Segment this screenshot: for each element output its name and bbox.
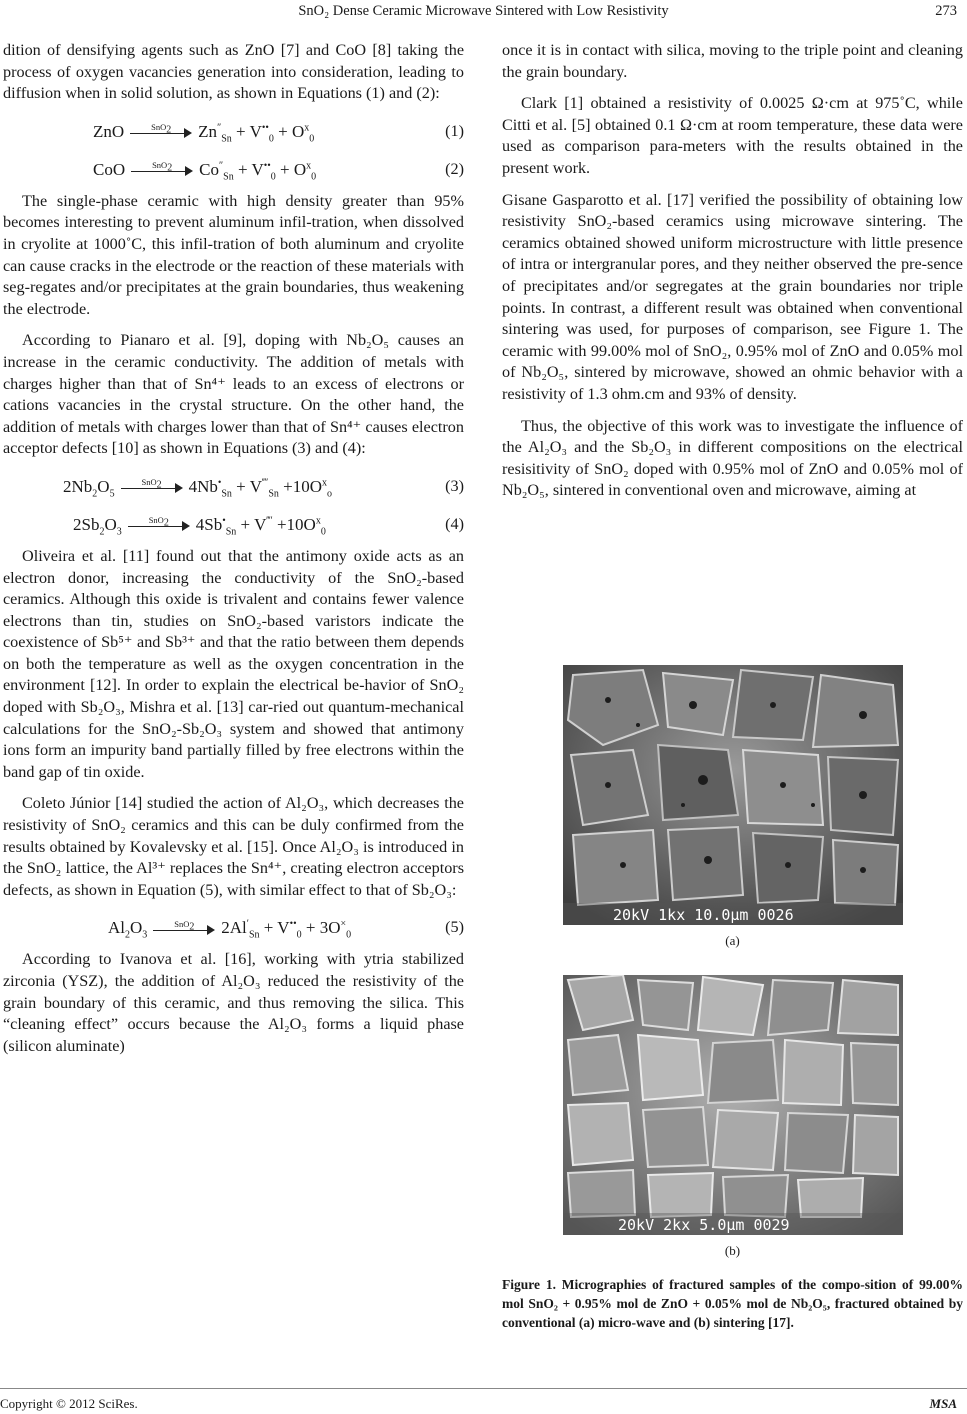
- running-title: SnO₂ Dense Ceramic Microwave Sintered with Low Resistivity: [298, 3, 669, 19]
- scale-bar-text: 20kV 1kx 10.0μm 0026: [613, 906, 794, 924]
- equation-number: (4): [445, 514, 464, 533]
- equation-number: (2): [445, 159, 464, 178]
- equation-number: (5): [445, 918, 464, 937]
- equation-1: [3, 115, 464, 145]
- page-number: 273: [935, 3, 957, 19]
- figure-caption: Figure 1. Micrographies of fractured samples of the compo-sition of 99.00% mol SnO₂ + 0.95% mol de ZnO + 0.05% mol de Nb₂O₅, fractured obtained by conventional (a) micro-wave and (b) sintering [17].: [502, 1277, 963, 1330]
- equation-body: $2Sb_2O_3$ SnO$_2$ $4Sb^•_{Sn} + V^{‴'} +10O^x_0$: [73, 514, 326, 538]
- footer-divider: [0, 1388, 967, 1389]
- left-column: [3, 40, 464, 1067]
- paragraph: Oliveira et al. [11] found out that the antimony oxide acts as an electron donor, increasing the conductivity of the SnO₂-based ceramics. Although this oxide is trivalent and contains fewer valence electrons than tin, studies on SnO₂-based varistors indicate the coexistence of Sb⁵⁺ and Sb³⁺ and that the ratio between them depends on both the temperature as well as the oxygen concentration in the environment [12]. In order to explain the electrical be-havior of SnO₂ doped with Sb₂O₃, Mishra et al. [13] car-ried out quantum-mechanical calculations for the SnO₂-Sb₂O₃ system and showed that antimony ions form an impurity band partially filled by free electrons within the band gap of tin oxide.: [3, 546, 464, 781]
- paragraph: Coleto Júnior [14] studied the action of Al₂O₃, which decreases the resistivity of SnO₂ ceramics and this can be duly confirmed from the results obtained by Kovalevsky et al. [15]. Once Al₂O₃ is introduced in the SnO₂ lattice, the Al³⁺ replaces the Sn⁴⁺, creating electron acceptors defects, as shown in Equation (5), with similar effect to that of Sb₂O₃:: [3, 794, 464, 899]
- micrograph-a: [563, 665, 903, 925]
- right-column: [502, 40, 963, 512]
- figure-a-label: (a): [725, 933, 740, 948]
- page-header: [0, 0, 967, 26]
- equation-3: [3, 470, 464, 500]
- paragraph: According to Pianaro et al. [9], doping with Nb₂O₅ causes an increase in the ceramic conductivity. The addition of metals with charges higher than that of Sn⁴⁺ leads to an excess of electrons or cations vacancies in the crystal structure. On the other hand, the addition of metals with charges lower than that of Sn⁴⁺ causes electron acceptor defects [10] as shown in Equations (3) and (4):: [3, 331, 464, 458]
- figure-b-label: (b): [724, 1243, 741, 1258]
- paragraph: Gisane Gasparotto et al. [17] verified the possibility of obtaining low resistivity SnO₂-based ceramics using microwave sintering. The ceramics obtained showed uniform microstructure with little presence of intra or intergranular pores, and they neither observed the pre-sence of precipitates and/or segregates at the grain boundaries nor triple points. In contrast, a different result was obtained when conventional sintering was used, for purposes of comparison, see Figure 1. The ceramic with 99.00% mol of SnO₂, 0.95% mol of ZnO and 0.05% mol of Nb₂O₅, sintered by microwave, showed an ohmic behavior with a resistivity of 1.3 ohm.cm and 93% of density.: [502, 190, 963, 403]
- equation-body: $Al_2O_3$ SnO$_2$ $2Al'_{Sn} + V^{••}_0 + 3O^\times_0$: [108, 918, 352, 941]
- paragraph: Thus, the objective of this work was to investigate the influence of the Al₂O₃ and the Sb₂O₃ in different compositions on the electrical resisitivity of SnO₂ doped with 0.95% mol of ZnO and 0.05% mol of Nb₂O₅, sintered in conventional oven and microwave, aiming at: [502, 416, 963, 500]
- equation-body: $2Nb_2O_5$ SnO$_2$ $4Nb^•_{Sn} + V^{‴'}_{Sn} +10O^x_o$: [63, 476, 333, 500]
- paragraph: dition of densifying agents such as ZnO [7] and CoO [8] taking the process of oxygen vacancies generation into consideration, leading to diffusion when in solid solution, as shown in Equations (1) and (2):: [3, 41, 464, 103]
- journal-abbrev: MSA: [929, 1396, 957, 1411]
- equation-2: [3, 153, 464, 183]
- paragraph: Clark [1] obtained a resistivity of 0.0025 Ω·cm at 975˚C, while Citti et al. [5] obtained 0.1 Ω·cm at room temperature, these data were used as comparison para-meters with the results obtained in the present work.: [502, 94, 963, 177]
- equation-body: CoO SnO$_2$ $Co''_{Sn} + V^{••}_0 + O^x_0$: [93, 159, 317, 183]
- micrograph-b: [563, 975, 903, 1235]
- scale-bar-text: 20kV 2kx 5.0μm 0029: [618, 1216, 790, 1234]
- copyright: Copyright © 2012 SciRes.: [0, 1396, 138, 1411]
- paragraph: According to Ivanova et al. [16], working with ytria stabilized zirconia (YSZ), the addition of Al₂O₃ reduced the resistivity of the grain boundary of this ceramic, and thus removing the silica. This “cleaning effect” occurs because the Al₂O₃ forms a liquid phase (silicon aluminate): [3, 950, 464, 1055]
- paragraph: once it is in contact with silica, moving to the triple point and cleaning the grain boundary.: [502, 41, 963, 81]
- equation-5: [3, 911, 464, 941]
- equation-4: [3, 508, 464, 538]
- equation-body: ZnO SnO$_2$ $Zn''_{Sn} + V^{••}_0 + O^x_0$: [93, 121, 315, 145]
- equation-number: (1): [445, 121, 464, 140]
- equation-number: (3): [445, 476, 464, 495]
- paragraph: The single-phase ceramic with high density greater than 95% becomes interesting to prevent aluminum infil-tration, when dissolved in cryolite at 1000˚C, this infil-tration of both aluminum and cryolite can cause cracks in the electrode or the reaction of these materials with seg-regates and/or precipitates at the grain boundaries, thus weakening the electrode.: [3, 191, 464, 318]
